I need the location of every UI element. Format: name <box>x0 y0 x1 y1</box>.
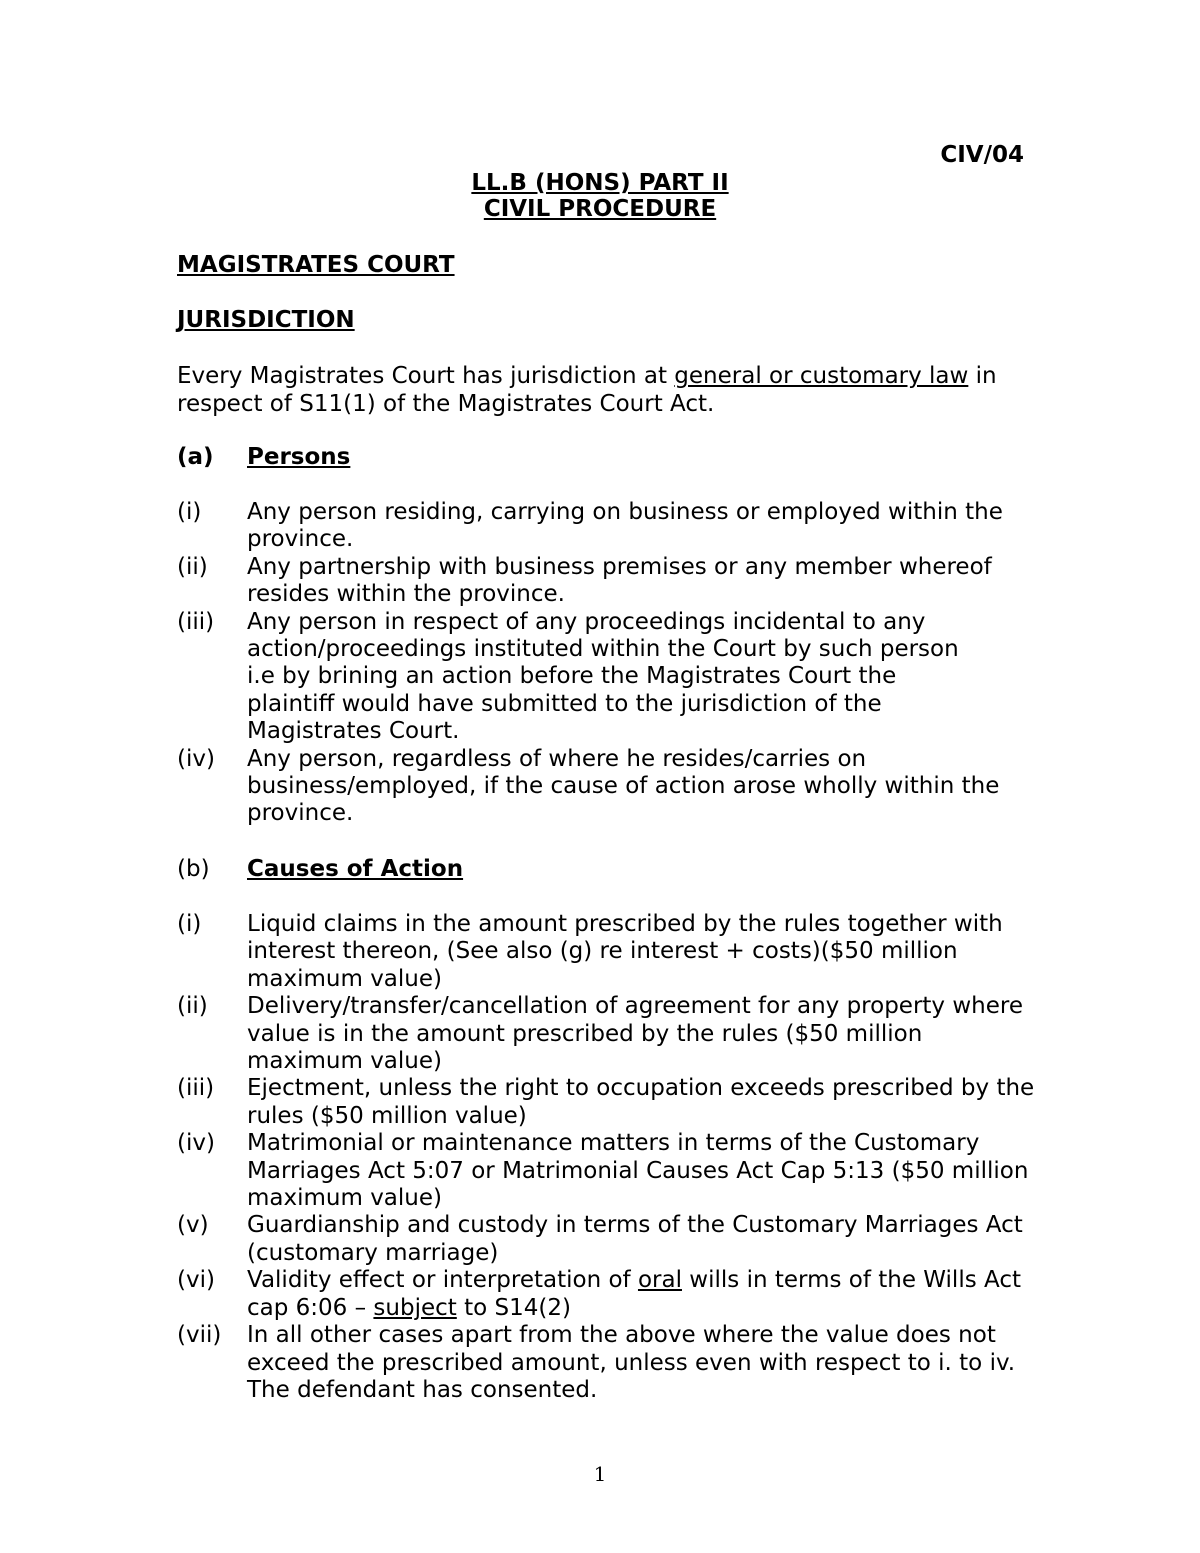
list-item <box>177 1322 1037 1404</box>
section-b-list <box>177 911 1037 1404</box>
heading-magistrates-court: MAGISTRATES COURT <box>177 252 455 278</box>
heading-jurisdiction: JURISDICTION <box>177 307 355 333</box>
list-item <box>177 609 1037 746</box>
item-text: Delivery/transfer/cancellation of agreement for any property where value is in the amount prescribed by the rules ($50 million maximum value) <box>247 993 1023 1075</box>
item-text-mid: wills in terms of the Wills Act cap 6:06 – <box>247 1267 1021 1321</box>
item-text: Liquid claims in the amount prescribed by the rules together with interest thereon, (See also (g) re interest + costs)($50 million maximum value) <box>247 911 1003 992</box>
section-a-label: (a) <box>177 444 214 470</box>
list-item <box>177 911 1037 993</box>
section-b-heading <box>177 856 1037 882</box>
item-text <box>247 1267 1037 1322</box>
item-text: Any person in respect of any proceedings incidental to any action/proceedings instituted within the Court by such person i.e by brining an action before the Magistrates Court the plaintiff would have submitted to the jurisdiction of the Magistrates Court. <box>247 608 959 745</box>
item-underlined-oral: oral <box>637 1267 682 1294</box>
intro-underlined: general or customary law <box>674 363 969 389</box>
item-text: Any person, regardless of where he resides/carries on business/employed, if the cause of action arose wholly within the province. <box>247 745 1000 827</box>
list-item <box>177 1267 1037 1322</box>
list-item <box>177 1075 1037 1130</box>
item-label: (ii) <box>177 553 208 580</box>
item-text: Ejectment, unless the right to occupation exceeds prescribed by the rules ($50 million value) <box>247 1075 1035 1129</box>
intro-text-before: Every Magistrates Court has jurisdiction at <box>177 363 675 389</box>
item-text-before: Validity effect or interpretation of <box>247 1267 638 1294</box>
item-label: (iv) <box>177 745 215 772</box>
page-number: 1 <box>593 1462 607 1486</box>
intro-text-after: in respect of S11(1) of the Magistrates Court Act. <box>177 363 997 417</box>
item-text: In all other cases apart from the above where the value does not exceed the prescribed amount, unless even with respect to i. to iv. The defendant has consented. <box>247 1322 1016 1403</box>
item-label: (i) <box>177 911 202 937</box>
item-label: (v) <box>177 1212 209 1239</box>
item-text: Any partnership with business premises or any member whereof resides within the province. <box>247 553 992 608</box>
document-title-line2: CIVIL PROCEDURE <box>483 196 717 222</box>
item-text: Guardianship and custody in terms of the Customary Marriages Act (customary marriage) <box>247 1212 1023 1266</box>
list-item <box>177 993 1037 1075</box>
list-item <box>177 746 1037 828</box>
item-label: (iv) <box>177 1130 215 1157</box>
list-item <box>177 554 1037 609</box>
section-a-list <box>177 499 1037 828</box>
list-item <box>177 499 1037 554</box>
section-a-heading <box>177 444 1037 470</box>
section-a-title: Persons <box>247 444 351 470</box>
course-code: CIV/04 <box>940 142 1024 168</box>
item-text: Any person residing, carrying on business or employed within the province. <box>247 499 1003 553</box>
section-b-label: (b) <box>177 856 210 882</box>
item-label: (vii) <box>177 1322 222 1349</box>
item-label: (i) <box>177 499 202 525</box>
item-underlined-subject: subject <box>373 1294 457 1321</box>
item-label: (vi) <box>177 1267 215 1294</box>
item-text-after: to S14(2) <box>456 1294 571 1321</box>
list-item <box>177 1130 1037 1212</box>
item-label: (ii) <box>177 993 208 1020</box>
item-label: (iii) <box>177 608 215 635</box>
section-b-title: Causes of Action <box>247 856 464 882</box>
document-title-line1: LL.B (HONS) PART II <box>471 170 729 196</box>
intro-paragraph <box>177 362 1037 418</box>
list-item <box>177 1212 1037 1267</box>
item-text: Matrimonial or maintenance matters in terms of the Customary Marriages Act 5:07 or Matrimonial Causes Act Cap 5:13 ($50 million maximum value) <box>247 1130 1029 1212</box>
item-label: (iii) <box>177 1075 215 1102</box>
